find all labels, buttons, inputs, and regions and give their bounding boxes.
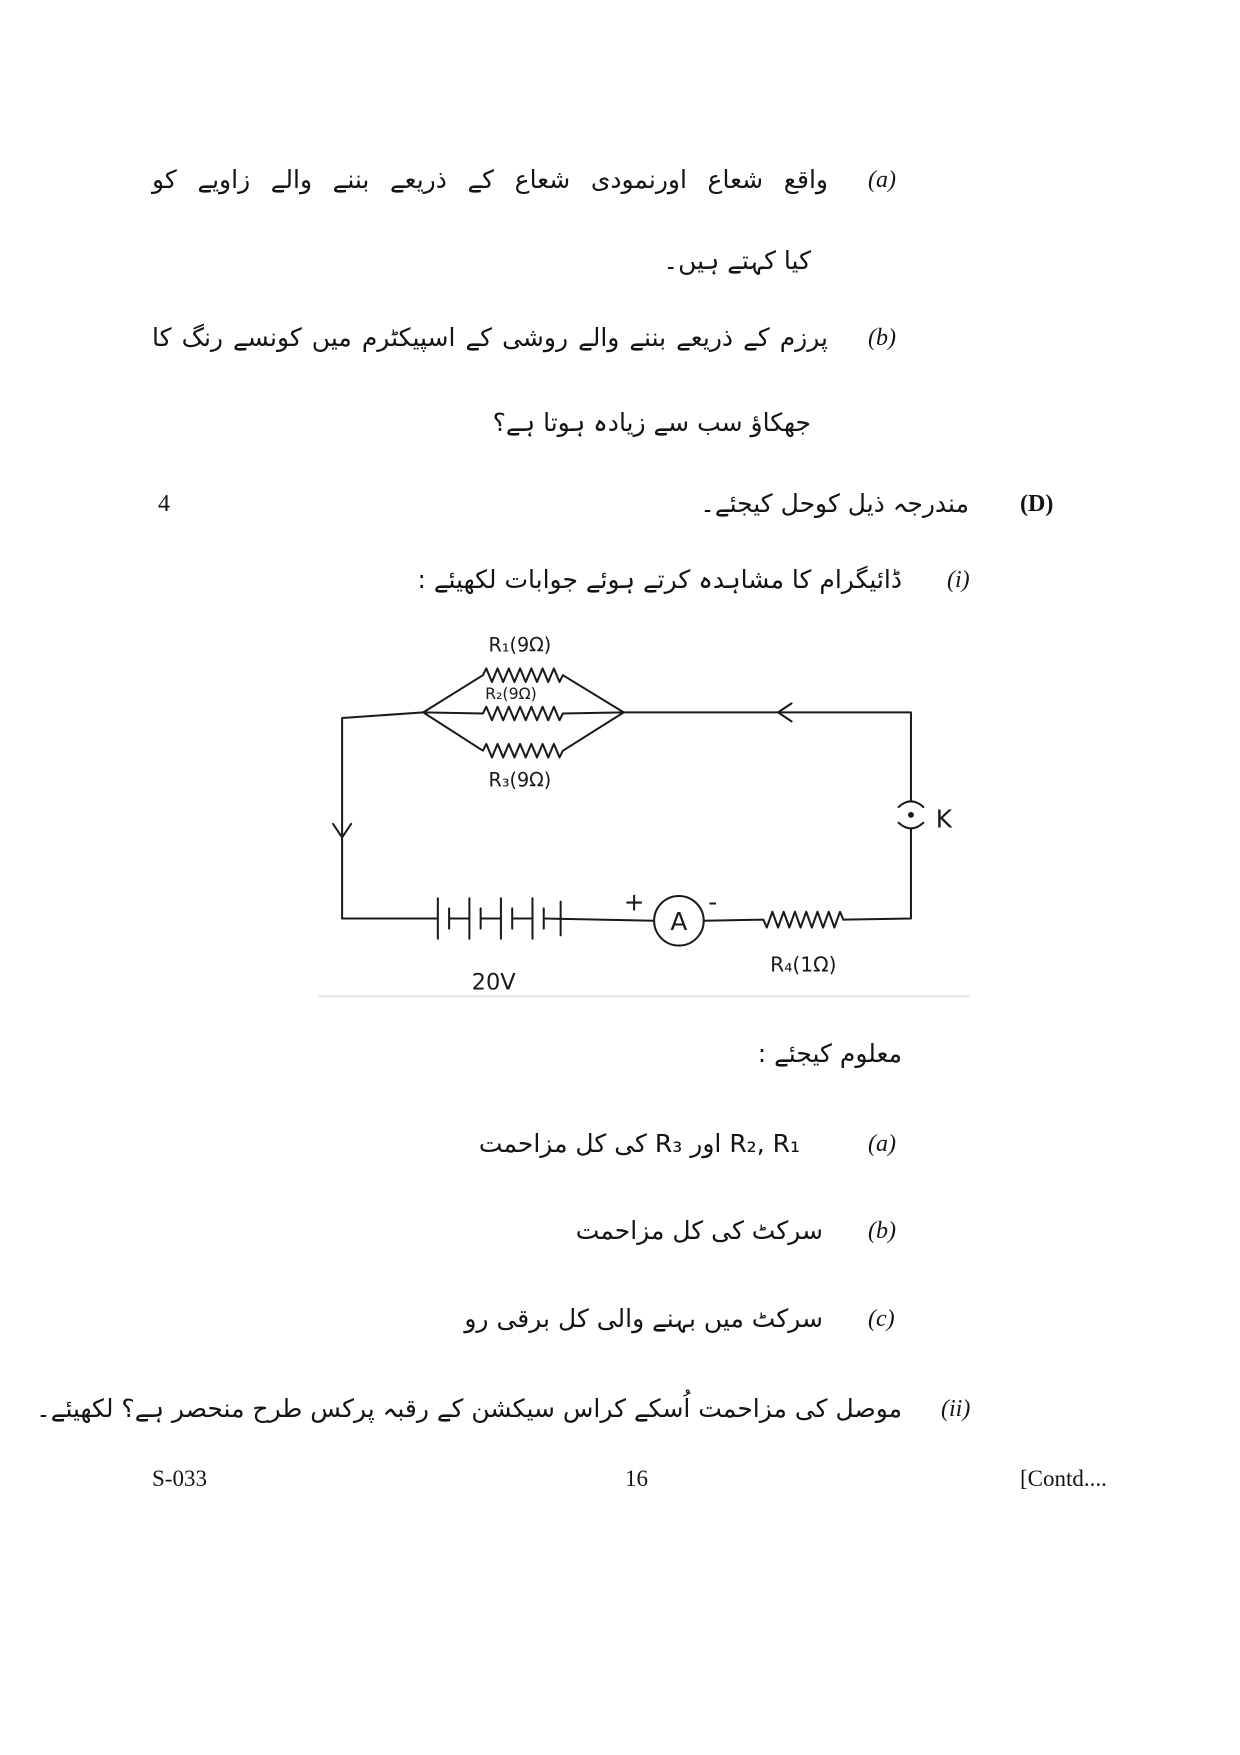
key-label: K xyxy=(935,804,952,834)
ammeter-label: A xyxy=(670,906,688,936)
key-plug-dot xyxy=(908,812,914,818)
part-i-text: ڈائیگرام کا مشاہدہ کرتے ہوئے جوابات لکھیئے : xyxy=(417,565,902,594)
resistor-r3-symbol xyxy=(423,712,624,757)
r1-label: R₁(9Ω) xyxy=(488,633,552,657)
continued-note: [Contd.... xyxy=(1020,1466,1107,1491)
r4-label: R₄(1Ω) xyxy=(770,952,837,977)
battery-symbol xyxy=(438,898,561,939)
key-upper-arc xyxy=(899,801,924,807)
question-a-line-2: کیا کہتے ہیں۔ xyxy=(663,246,811,275)
question-d-instruction: مندرجہ ذیل کوحل کیجئے۔ xyxy=(700,489,969,518)
find-heading: معلوم کیجئے : xyxy=(757,1039,902,1068)
question-b-line-2: جھکاؤ سب سے زیادہ ہوتا ہے؟ xyxy=(492,408,811,437)
resistor-r4-symbol xyxy=(704,912,844,928)
item-a-text: R₂, R₁ اور R₃ کی کل مزاحمت xyxy=(478,1129,800,1158)
right-wire xyxy=(843,828,911,919)
item-c-label: (c) xyxy=(868,1306,895,1332)
question-d-label: (D) xyxy=(1020,491,1054,517)
ammeter-minus-label: - xyxy=(708,887,718,917)
item-b-text: سرکٹ کی کل مزاحمت xyxy=(575,1216,823,1245)
question-a-line-1: واقع شعاع اورنمودی شعاع کے ذریعے بننے والے زاویے کو xyxy=(152,165,828,194)
circuit-diagram xyxy=(316,620,981,1003)
part-ii-label: (ii) xyxy=(941,1396,971,1422)
part-i-label: (i) xyxy=(947,567,970,593)
question-a-label: (a) xyxy=(868,167,896,193)
item-b-label: (b) xyxy=(868,1218,896,1244)
item-c-text: سرکٹ میں بہنے والی کل برقی رو xyxy=(464,1304,823,1333)
question-d-marks: 4 xyxy=(158,491,170,517)
question-b-line-1: پرزم کے ذریعے بننے والے روشی کے اسپیکٹرم میں کونسے رنگ کا xyxy=(152,323,828,352)
top-right-wire xyxy=(624,712,911,801)
ammeter-plus-label: + xyxy=(623,887,645,917)
r2-label: R₂(9Ω) xyxy=(485,683,537,703)
part-ii-text: موصل کی مزاحمت اُسکے کراس سیکشن کے رقبہ پرکس طرح منحصر ہے؟ لکھیئے۔ xyxy=(36,1394,902,1423)
left-wire xyxy=(342,712,423,918)
resistor-r2-symbol xyxy=(423,707,624,721)
battery-voltage-label: 20V xyxy=(471,969,516,996)
question-b-label: (b) xyxy=(868,325,896,351)
r3-label: R₃(9Ω) xyxy=(488,768,552,792)
page-number: 16 xyxy=(625,1466,648,1491)
item-a-label: (a) xyxy=(868,1131,896,1157)
paper-code: S-033 xyxy=(152,1466,207,1491)
